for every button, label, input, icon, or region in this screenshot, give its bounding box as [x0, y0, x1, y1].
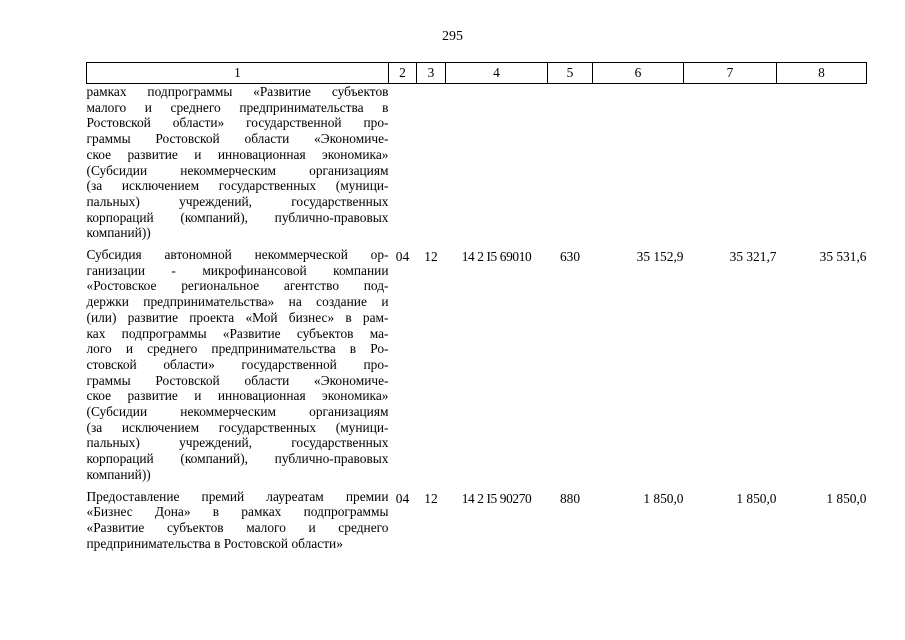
- budget-table: [86, 62, 867, 551]
- target-article-code: [446, 84, 548, 242]
- column-header-1: 1: [87, 63, 389, 84]
- description-line: пальных) учреждений, государственных: [86, 193, 389, 209]
- subsection-code: 12: [424, 249, 438, 265]
- description-line: стовской области» государственной про-: [86, 356, 389, 372]
- description-line: предпринимательства в Ростовской области»: [86, 535, 343, 551]
- expense-type-code: [548, 84, 593, 242]
- amount-year-3: [777, 84, 867, 242]
- column-number-row: [87, 63, 867, 84]
- description-line: ках подпрограммы «Развитие субъектов ма-: [86, 325, 389, 341]
- amount-year-3: 35 531,6: [819, 249, 867, 265]
- description-line: Предоставление премий лауреатам премии: [86, 488, 389, 504]
- description-line: «Развитие субъектов малого и среднего: [86, 519, 389, 535]
- description-line: (или) развитие проекта «Мой бизнес» в рам-: [86, 309, 389, 325]
- table-body: [87, 84, 867, 552]
- target-article-code: 14 2 I5 69010: [461, 249, 532, 265]
- description-line: (за исключением государственных (муници-: [86, 178, 389, 194]
- description-line: Ростовской области» государственной про-: [86, 115, 389, 131]
- description-line: ганизации - микрофинансовой компании: [86, 262, 389, 278]
- description-line: ское развитие и инновационная экономика»: [86, 146, 389, 162]
- amount-year-1: 35 152,9: [636, 249, 684, 265]
- section-code: [389, 84, 417, 242]
- description-line: (Субсидии некоммерческим организациям: [86, 162, 389, 178]
- column-header-3: 3: [417, 63, 446, 84]
- description-line: компаний)): [86, 466, 151, 482]
- column-header-7: 7: [684, 63, 777, 84]
- column-header-4: 4: [446, 63, 548, 84]
- amount-year-3: 1 850,0: [826, 490, 867, 506]
- description-line: корпораций (компаний), публично-правовых: [86, 209, 389, 225]
- description-line: граммы Ростовской области «Экономиче-: [86, 372, 389, 388]
- subsection-code: 12: [424, 490, 438, 506]
- description-line: держки предпринимательства» на создание и: [86, 294, 389, 310]
- description-line: корпораций (компаний), публично-правовых: [86, 451, 389, 467]
- page-number: 295: [442, 29, 463, 44]
- amount-year-2: 35 321,7: [729, 249, 777, 265]
- target-article-code: 14 2 I5 90270: [461, 490, 532, 506]
- row-description: [87, 247, 389, 483]
- description-line: «Бизнес Дона» в рамках подпрограммы: [86, 504, 389, 520]
- column-header-6: 6: [593, 63, 684, 84]
- expense-type-code: 880: [559, 490, 581, 506]
- table-row: [87, 247, 867, 483]
- description-line: граммы Ростовской области «Экономиче-: [86, 131, 389, 147]
- row-description: [87, 489, 389, 552]
- amount-year-2: [684, 84, 777, 242]
- description-line: (за исключением государственных (муници-: [86, 419, 389, 435]
- description-line: пальных) учреждений, государственных: [86, 435, 389, 451]
- description-line: Субсидия автономной некоммерческой ор-: [86, 247, 389, 263]
- section-code: 04: [395, 249, 410, 265]
- description-line: ское развитие и инновационная экономика»: [86, 388, 389, 404]
- amount-year-1: [593, 84, 684, 242]
- row-description: [87, 84, 389, 242]
- column-header-8: 8: [777, 63, 867, 84]
- description-line: «Ростовское региональное агентство под-: [86, 278, 389, 294]
- amount-year-2: 1 850,0: [736, 490, 777, 506]
- description-line: рамках подпрограммы «Развитие субъектов: [86, 84, 389, 99]
- description-line: малого и среднего предпринимательства в: [86, 99, 389, 115]
- description-line: (Субсидии некоммерческим организациям: [86, 404, 389, 420]
- description-line: компаний)): [86, 225, 151, 241]
- table-row: [87, 489, 867, 552]
- column-header-5: 5: [548, 63, 593, 84]
- description-line: лого и среднего предпринимательства в Ро-: [86, 341, 389, 357]
- expense-type-code: 630: [559, 249, 581, 265]
- subsection-code: [417, 84, 446, 242]
- table-row: [87, 84, 867, 242]
- amount-year-1: 1 850,0: [643, 490, 684, 506]
- section-code: 04: [395, 490, 410, 506]
- column-header-2: 2: [389, 63, 417, 84]
